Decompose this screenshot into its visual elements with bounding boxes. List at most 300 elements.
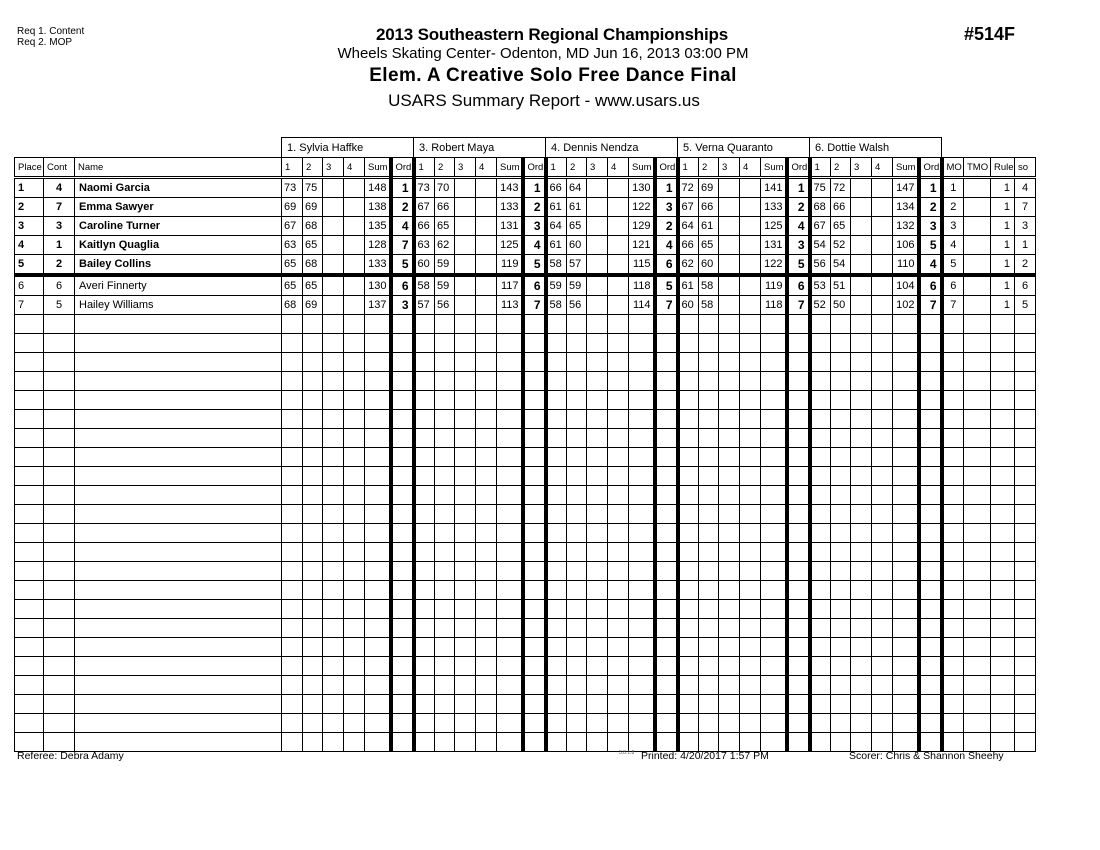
empty-cell (964, 372, 991, 391)
empty-cell (497, 657, 523, 676)
score-cell: 58 (546, 296, 567, 315)
empty-cell (893, 391, 919, 410)
empty-cell (761, 391, 787, 410)
empty-cell (608, 448, 629, 467)
empty-cell (323, 638, 344, 657)
empty-cell (719, 562, 740, 581)
column-s1: 1 (282, 158, 303, 178)
score-cell: 72 (678, 178, 699, 198)
empty-cell (655, 657, 678, 676)
empty-cell (455, 334, 476, 353)
empty-cell (761, 505, 787, 524)
empty-cell (567, 619, 587, 638)
empty-cell (893, 638, 919, 657)
sum-cell: 118 (629, 275, 655, 296)
empty-cell (391, 410, 414, 429)
empty-cell (629, 562, 655, 581)
empty-cell (365, 543, 391, 562)
score-cell: 73 (414, 178, 435, 198)
results-table (14, 137, 1036, 752)
empty-cell (391, 600, 414, 619)
empty-cell (872, 486, 893, 505)
empty-cell (699, 353, 719, 372)
empty-cell (546, 733, 567, 752)
column-sum: Sum (629, 158, 655, 178)
empty-cell (964, 733, 991, 752)
empty-cell (810, 676, 831, 695)
empty-cell (655, 334, 678, 353)
empty-cell (872, 505, 893, 524)
empty-cell (323, 543, 344, 562)
empty-cell (964, 448, 991, 467)
empty-cell (810, 524, 831, 543)
empty-cell (546, 562, 567, 581)
rule-cell: 1 (991, 198, 1015, 217)
empty-cell (523, 543, 546, 562)
score-cell (587, 198, 608, 217)
empty-cell (435, 676, 455, 695)
empty-cell (851, 676, 872, 695)
score-cell: 69 (699, 178, 719, 198)
empty-cell (761, 448, 787, 467)
empty-cell (831, 486, 851, 505)
empty-cell (344, 334, 365, 353)
ordinal-cell: 6 (391, 275, 414, 296)
empty-cell (919, 372, 942, 391)
empty-cell (942, 467, 964, 486)
empty-cell (942, 486, 964, 505)
empty-row (15, 676, 1036, 695)
empty-cell (497, 353, 523, 372)
empty-cell (964, 429, 991, 448)
empty-row (15, 714, 1036, 733)
empty-cell (546, 505, 567, 524)
empty-cell (787, 562, 810, 581)
empty-cell (942, 391, 964, 410)
empty-cell (323, 315, 344, 334)
empty-cell (587, 315, 608, 334)
empty-cell (942, 638, 964, 657)
empty-cell (919, 600, 942, 619)
empty-cell (678, 372, 699, 391)
empty-cell (365, 467, 391, 486)
sum-cell: 113 (497, 296, 523, 315)
empty-cell (567, 657, 587, 676)
empty-cell (546, 676, 567, 695)
empty-cell (523, 524, 546, 543)
empty-cell (919, 353, 942, 372)
score-cell: 70 (435, 178, 455, 198)
empty-cell (523, 448, 546, 467)
empty-cell (587, 619, 608, 638)
score-cell (851, 236, 872, 255)
score-cell: 68 (282, 296, 303, 315)
empty-cell (523, 391, 546, 410)
column-s3: 3 (323, 158, 344, 178)
empty-cell (323, 657, 344, 676)
empty-cell (546, 657, 567, 676)
empty-cell (893, 543, 919, 562)
empty-cell (523, 600, 546, 619)
sum-cell: 133 (761, 198, 787, 217)
skater-name-cell: Caroline Turner (75, 217, 282, 236)
empty-cell (44, 714, 75, 733)
empty-cell (587, 334, 608, 353)
empty-cell (476, 543, 497, 562)
empty-cell (964, 638, 991, 657)
sum-cell: 122 (761, 255, 787, 276)
empty-cell (919, 543, 942, 562)
empty-cell (323, 410, 344, 429)
empty-cell (740, 619, 761, 638)
empty-cell (831, 429, 851, 448)
ordinal-cell: 4 (655, 236, 678, 255)
rule-cell: 1 (991, 178, 1015, 198)
mo-cell: 3 (942, 217, 964, 236)
empty-cell (15, 676, 44, 695)
column-s1: 1 (546, 158, 567, 178)
event-name: Elem. A Creative Solo Free Dance Final (369, 65, 737, 86)
place-cell: 7 (15, 296, 44, 315)
empty-cell (435, 391, 455, 410)
empty-cell (282, 391, 303, 410)
score-cell (872, 255, 893, 276)
empty-cell (629, 524, 655, 543)
ordinal-cell: 5 (655, 275, 678, 296)
empty-cell (587, 448, 608, 467)
empty-cell (44, 505, 75, 524)
empty-cell (391, 505, 414, 524)
empty-cell (523, 638, 546, 657)
empty-cell (391, 543, 414, 562)
empty-cell (919, 638, 942, 657)
empty-cell (761, 619, 787, 638)
column-ord: Ord (919, 158, 942, 178)
empty-cell (787, 334, 810, 353)
empty-cell (497, 676, 523, 695)
empty-cell (629, 505, 655, 524)
empty-cell (303, 638, 323, 657)
score-cell (323, 178, 344, 198)
column-s4: 4 (344, 158, 365, 178)
empty-cell (719, 448, 740, 467)
empty-cell (282, 676, 303, 695)
score-cell (323, 198, 344, 217)
empty-cell (893, 695, 919, 714)
empty-cell (523, 486, 546, 505)
rule-cell: 1 (991, 275, 1015, 296)
empty-cell (15, 353, 44, 372)
empty-cell (919, 733, 942, 752)
empty-cell (75, 733, 282, 752)
empty-cell (455, 410, 476, 429)
empty-cell (964, 315, 991, 334)
score-cell (608, 275, 629, 296)
empty-cell (699, 486, 719, 505)
empty-cell (15, 695, 44, 714)
empty-cell (303, 581, 323, 600)
empty-cell (75, 695, 282, 714)
score-cell (608, 236, 629, 255)
empty-cell (15, 657, 44, 676)
empty-cell (476, 467, 497, 486)
empty-cell (476, 676, 497, 695)
empty-cell (872, 676, 893, 695)
score-cell: 65 (303, 275, 323, 296)
sum-cell: 131 (761, 236, 787, 255)
empty-cell (303, 315, 323, 334)
sum-cell: 148 (365, 178, 391, 198)
empty-cell (810, 505, 831, 524)
empty-cell (810, 714, 831, 733)
empty-cell (699, 505, 719, 524)
empty-cell (942, 562, 964, 581)
so-cell: 4 (1015, 178, 1036, 198)
empty-cell (323, 467, 344, 486)
empty-cell (414, 467, 435, 486)
empty-cell (991, 372, 1015, 391)
empty-cell (567, 638, 587, 657)
empty-cell (719, 638, 740, 657)
empty-cell (435, 353, 455, 372)
empty-cell (851, 486, 872, 505)
empty-cell (435, 581, 455, 600)
empty-cell (476, 695, 497, 714)
so-cell: 2 (1015, 255, 1036, 276)
empty-cell (587, 353, 608, 372)
empty-cell (476, 600, 497, 619)
empty-cell (678, 733, 699, 752)
empty-cell (75, 562, 282, 581)
empty-cell (1015, 334, 1036, 353)
empty-cell (699, 448, 719, 467)
score-cell (587, 296, 608, 315)
empty-cell (75, 429, 282, 448)
empty-cell (872, 600, 893, 619)
empty-cell (699, 334, 719, 353)
empty-cell (323, 448, 344, 467)
empty-cell (282, 524, 303, 543)
empty-cell (1015, 391, 1036, 410)
empty-cell (787, 619, 810, 638)
empty-cell (1015, 467, 1036, 486)
empty-cell (587, 714, 608, 733)
empty-cell (831, 657, 851, 676)
empty-cell (75, 448, 282, 467)
empty-cell (523, 353, 546, 372)
empty-cell (719, 676, 740, 695)
sum-cell: 106 (893, 236, 919, 255)
contestant-number-cell: 7 (44, 198, 75, 217)
empty-cell (678, 315, 699, 334)
empty-cell (991, 505, 1015, 524)
score-cell: 52 (831, 236, 851, 255)
empty-cell (44, 600, 75, 619)
score-cell: 58 (414, 275, 435, 296)
score-cell: 65 (303, 236, 323, 255)
score-cell (476, 217, 497, 236)
empty-cell (942, 334, 964, 353)
empty-cell (435, 714, 455, 733)
score-cell (455, 255, 476, 276)
printed-timestamp: Printed: 4/20/2017 1:57 PM (641, 750, 769, 762)
mo-cell: 1 (942, 178, 964, 198)
empty-cell (323, 600, 344, 619)
empty-cell (414, 486, 435, 505)
column-s3: 3 (455, 158, 476, 178)
score-cell (476, 178, 497, 198)
empty-cell (391, 619, 414, 638)
score-cell (344, 178, 365, 198)
score-cell: 56 (435, 296, 455, 315)
empty-cell (942, 372, 964, 391)
score-cell: 64 (546, 217, 567, 236)
score-cell: 52 (810, 296, 831, 315)
empty-cell (964, 543, 991, 562)
empty-row (15, 391, 1036, 410)
empty-cell (365, 562, 391, 581)
empty-cell (15, 334, 44, 353)
empty-cell (391, 448, 414, 467)
empty-cell (1015, 733, 1036, 752)
empty-cell (15, 486, 44, 505)
empty-cell (919, 676, 942, 695)
empty-cell (414, 676, 435, 695)
empty-cell (323, 334, 344, 353)
empty-row (15, 733, 1036, 752)
empty-cell (991, 562, 1015, 581)
score-cell: 50 (831, 296, 851, 315)
score-cell: 58 (699, 296, 719, 315)
score-cell (872, 178, 893, 198)
empty-cell (893, 676, 919, 695)
empty-cell (608, 372, 629, 391)
score-cell (608, 198, 629, 217)
empty-cell (282, 448, 303, 467)
score-cell (344, 255, 365, 276)
empty-cell (303, 505, 323, 524)
empty-cell (75, 486, 282, 505)
empty-cell (587, 676, 608, 695)
empty-cell (44, 334, 75, 353)
empty-cell (787, 429, 810, 448)
empty-cell (344, 733, 365, 752)
empty-cell (655, 410, 678, 429)
empty-cell (303, 676, 323, 695)
empty-cell (942, 410, 964, 429)
tmo-cell (964, 178, 991, 198)
empty-cell (476, 505, 497, 524)
sum-cell: 129 (629, 217, 655, 236)
empty-cell (919, 334, 942, 353)
empty-cell (323, 372, 344, 391)
empty-cell (629, 695, 655, 714)
empty-cell (344, 657, 365, 676)
empty-cell (761, 467, 787, 486)
empty-cell (761, 543, 787, 562)
empty-cell (893, 429, 919, 448)
empty-cell (75, 391, 282, 410)
empty-cell (964, 581, 991, 600)
sum-cell: 133 (365, 255, 391, 276)
rule-cell: 1 (991, 296, 1015, 315)
empty-row (15, 467, 1036, 486)
empty-cell (391, 657, 414, 676)
empty-cell (75, 657, 282, 676)
empty-cell (523, 657, 546, 676)
empty-cell (15, 562, 44, 581)
empty-cell (964, 353, 991, 372)
empty-cell (893, 562, 919, 581)
empty-cell (893, 733, 919, 752)
score-cell: 67 (810, 217, 831, 236)
empty-cell (365, 505, 391, 524)
empty-cell (282, 562, 303, 581)
empty-cell (323, 524, 344, 543)
empty-cell (655, 429, 678, 448)
empty-cell (414, 353, 435, 372)
ordinal-cell: 7 (655, 296, 678, 315)
empty-cell (414, 733, 435, 752)
empty-cell (851, 410, 872, 429)
empty-cell (497, 733, 523, 752)
empty-cell (323, 619, 344, 638)
empty-cell (303, 524, 323, 543)
empty-cell (810, 334, 831, 353)
empty-cell (629, 467, 655, 486)
empty-cell (567, 562, 587, 581)
empty-cell (455, 486, 476, 505)
empty-cell (303, 486, 323, 505)
empty-cell (587, 486, 608, 505)
score-cell: 67 (678, 198, 699, 217)
empty-cell (872, 467, 893, 486)
empty-cell (629, 448, 655, 467)
column-header-row (15, 158, 1036, 178)
empty-cell (365, 619, 391, 638)
empty-cell (323, 505, 344, 524)
empty-cell (1015, 695, 1036, 714)
empty-cell (546, 448, 567, 467)
sum-cell: 134 (893, 198, 919, 217)
ordinal-cell: 4 (391, 217, 414, 236)
empty-cell (761, 676, 787, 695)
empty-cell (303, 543, 323, 562)
empty-cell (655, 600, 678, 619)
empty-cell (991, 315, 1015, 334)
empty-cell (365, 676, 391, 695)
empty-cell (991, 714, 1015, 733)
empty-cell (655, 524, 678, 543)
empty-cell (991, 524, 1015, 543)
empty-cell (719, 410, 740, 429)
empty-cell (787, 486, 810, 505)
empty-cell (1015, 486, 1036, 505)
empty-cell (608, 486, 629, 505)
empty-cell (75, 600, 282, 619)
ordinal-cell: 3 (787, 236, 810, 255)
empty-cell (497, 619, 523, 638)
empty-cell (787, 581, 810, 600)
empty-cell (497, 562, 523, 581)
empty-cell (567, 524, 587, 543)
empty-cell (678, 695, 699, 714)
empty-cell (567, 486, 587, 505)
empty-cell (75, 334, 282, 353)
empty-cell (655, 391, 678, 410)
tmo-cell (964, 255, 991, 276)
sum-cell: 131 (497, 217, 523, 236)
